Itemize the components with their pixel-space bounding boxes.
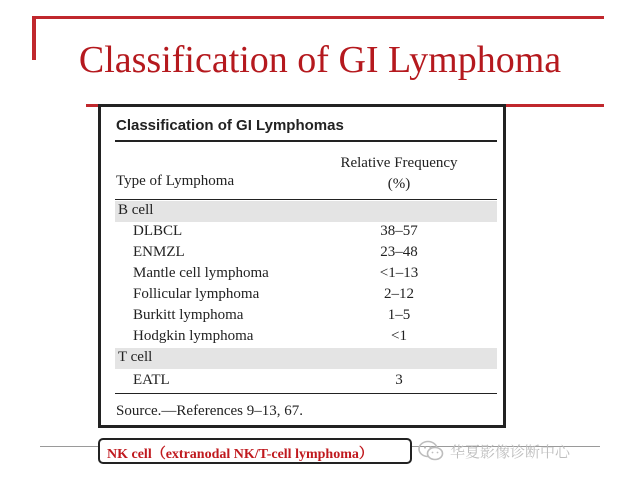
slide-title: Classification of GI Lymphoma (78, 39, 562, 81)
group-label: T cell (118, 349, 153, 365)
cell-frequency: 1–5 (387, 307, 411, 323)
cell-frequency: 38–57 (380, 223, 418, 239)
table-rule-top (115, 140, 497, 142)
cell-type: DLBCL (133, 223, 183, 239)
table-row (115, 306, 497, 326)
classification-table (98, 104, 506, 428)
table-row (115, 264, 497, 284)
cell-type: Mantle cell lymphoma (133, 265, 269, 281)
cell-frequency: 3 (395, 372, 403, 388)
table-title: Classification of GI Lymphomas (116, 117, 344, 134)
column-header-frequency (319, 153, 479, 195)
table-row (115, 371, 497, 391)
cell-frequency: 23–48 (380, 244, 418, 260)
cell-type: Hodgkin lymphoma (133, 328, 254, 344)
column-header-type: Type of Lymphoma (116, 173, 235, 189)
column-header-frequency-line1: Relative Frequency (340, 155, 458, 171)
table-rule-bottom (115, 393, 497, 394)
table-rule-header (115, 199, 497, 200)
group-band-t-cell (115, 348, 497, 369)
table-row (115, 222, 497, 242)
cell-type: ENMZL (133, 244, 185, 260)
group-label: B cell (118, 202, 154, 218)
column-header-frequency-line2: (%) (387, 176, 411, 192)
cell-type: Follicular lymphoma (133, 286, 260, 302)
source-note: Source.—References 9–13, 67. (116, 403, 304, 419)
cell-frequency: <1 (391, 328, 407, 344)
watermark (418, 438, 570, 464)
decor-top-line (32, 16, 604, 19)
nk-cell-note (98, 438, 412, 464)
table-row (115, 243, 497, 263)
table-row (115, 327, 497, 347)
watermark-text: 华夏影像诊断中心 (450, 442, 571, 461)
cell-frequency: <1–13 (379, 265, 419, 281)
group-band-b-cell (115, 201, 497, 222)
cell-type: EATL (133, 372, 170, 388)
cell-type: Burkitt lymphoma (133, 307, 244, 323)
cell-frequency: 2–12 (384, 286, 414, 302)
table-row (115, 285, 497, 305)
nk-cell-note-text: NK cell（extranodal NK/T-cell lymphoma） (107, 447, 373, 462)
wechat-logo-icon (418, 440, 444, 462)
